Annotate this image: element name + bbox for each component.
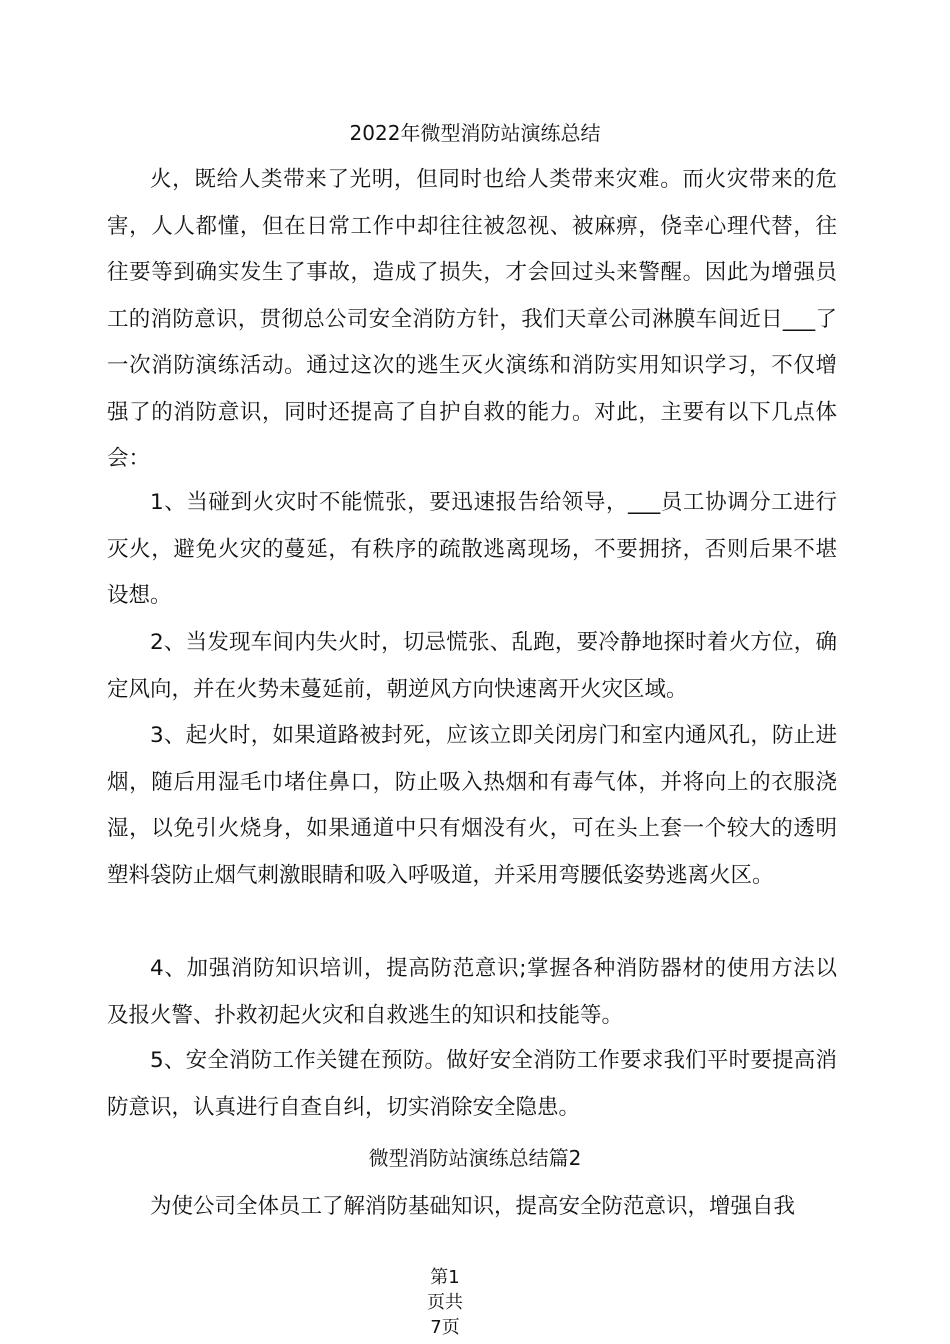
page-footer <box>400 1265 490 1340</box>
page-number-line-3: 7页 <box>430 1317 460 1338</box>
intro-paragraph: 火，既给人类带来了光明，但同时也给人类带来灾难。而火灾带来的危害，人人都懂，但在日常工作中却往往被忽视、被麻痹，侥幸心理代替，往往要等到确实发生了事故，造成了损失，才会回过头来警醒。因此为增强员工的消防意识，贯彻总公司安全消防方针，我们天章公司淋膜车间近日___了一次消防演练活动。通过这次的逃生灭火演练和消防实用知识学习，不仅增强了的消防意识，同时还提高了自护自救的能力。对此，主要有以下几点体会： <box>107 167 837 471</box>
point-3-paragraph: 3、起火时，如果道路被封死，应该立即关闭房门和室内通风孔，防止进烟，随后用湿毛巾堵住鼻口，防止吸入热烟和有毒气体，并将向上的衣服浇湿，以免引火烧身，如果通道中只有烟没有火，可在头上套一个较大的透明塑料袋防止烟气刺激眼睛和吸入呼吸道，并采用弯腰低姿势逃离火区。 <box>107 723 837 888</box>
point-4-paragraph: 4、加强消防知识培训，提高防范意识;掌握各种消防器材的使用方法以及报火警、扑救初起火灾和自救逃生的知识和技能等。 <box>107 956 837 1028</box>
section-2-paragraph: 为使公司全体员工了解消防基础知识，提高安全防范意识，增强自我 <box>150 1194 796 1219</box>
point-5-paragraph: 5、安全消防工作关键在预防。做好安全消防工作要求我们平时要提高消防意识，认真进行自查自纠，切实消除安全隐患。 <box>107 1048 837 1120</box>
point-2-paragraph: 2、当发现车间内失火时，切忌慌张、乱跑，要冷静地探时着火方位，确定风向，并在火势未蔓延前，朝逆风方向快速离开火灾区域。 <box>107 630 837 702</box>
point-1-paragraph: 1、当碰到火灾时不能慌张，要迅速报告给领导，___员工协调分工进行灭火，避免火灾的蔓延，有秩序的疏散逃离现场，不要拥挤，否则后果不堪设想。 <box>107 490 837 608</box>
page-number-line-1: 第1 <box>430 1267 460 1288</box>
section-2-title: 微型消防站演练总结篇2 <box>368 1146 582 1170</box>
document-title: 2022年微型消防站演练总结 <box>349 121 601 145</box>
page-number-line-2: 页共 <box>427 1292 463 1313</box>
